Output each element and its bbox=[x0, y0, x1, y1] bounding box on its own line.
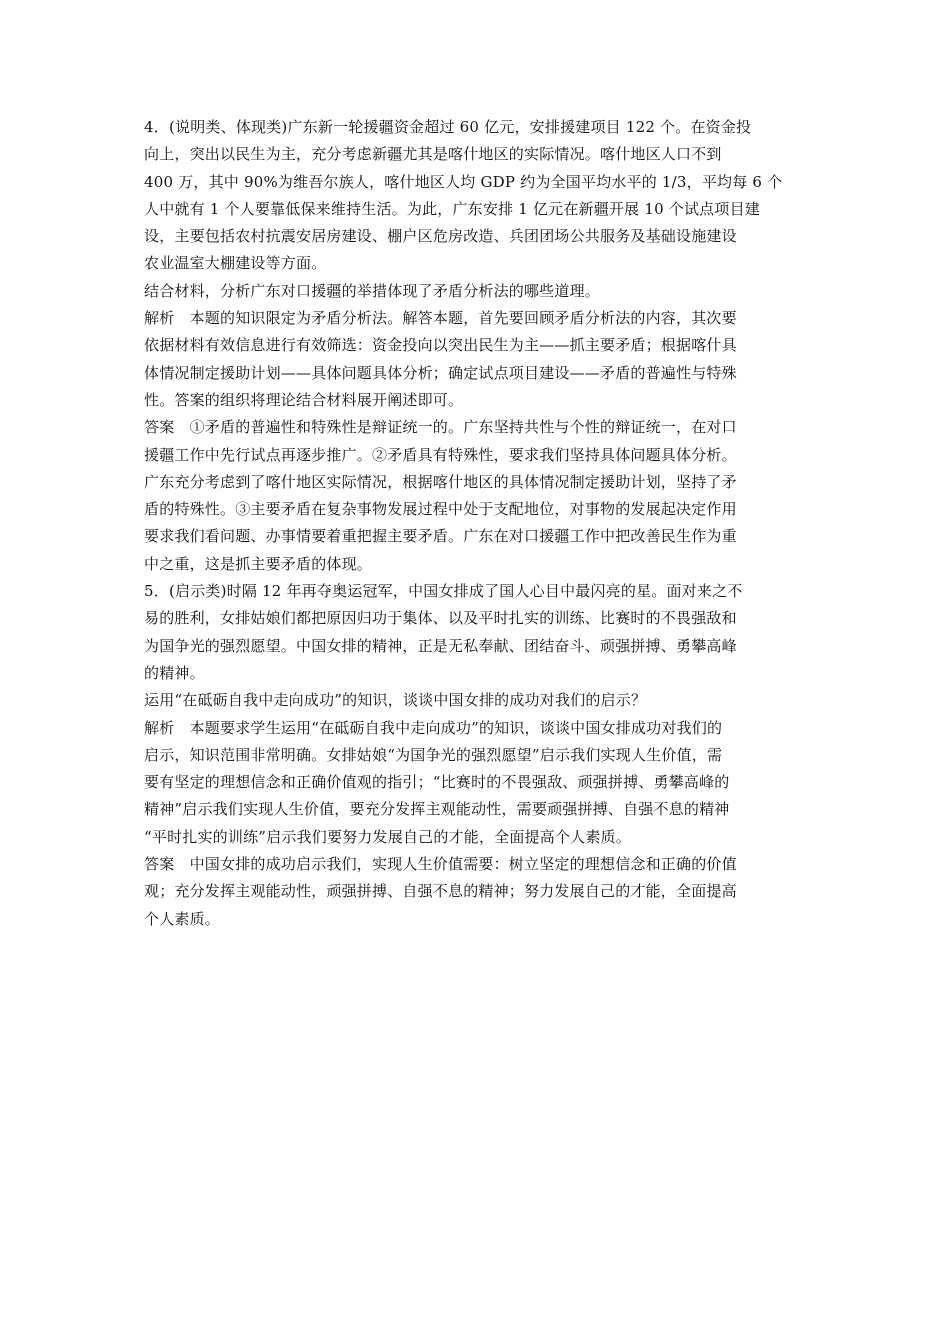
text-line: 农业温室大棚建设等方面。 bbox=[144, 254, 327, 273]
text-line: 易的胜利，女排姑娘们都把原因归功于集体、以及平时扎实的训练、比赛时的不畏强敌和 bbox=[144, 609, 737, 628]
text-line: 精神”启示我们实现人生价值，要充分发挥主观能动性，需要顽强拼搏、自强不息的精神 bbox=[144, 800, 730, 819]
text-line: 人中就有 1 个人要靠低保来维持生活。为此，广东安排 1 亿元在新疆开展 10 个试点项目建 bbox=[144, 199, 760, 218]
text-line: 要求我们看问题、办事情要着重把握主要矛盾。广东在对口援疆工作中把改善民生作为重 bbox=[144, 527, 737, 546]
text-line: 结合材料，分析广东对口援疆的举措体现了矛盾分析法的哪些道理。 bbox=[144, 281, 601, 300]
question-5-answer bbox=[144, 851, 808, 933]
text-line: 中之重，这是抓主要矛盾的体现。 bbox=[144, 554, 373, 573]
text-line: 观；充分发挥主观能动性，顽强拼搏、自强不息的精神；努力发展自己的才能，全面提高 bbox=[144, 882, 737, 901]
text-line: 启示，知识范围非常明确。女排姑娘“为国争光的强烈愿望”启示我们实现人生价值，需 bbox=[144, 745, 723, 764]
text-line: 4．(说明类、体现类)广东新一轮援疆资金超过 60 亿元，安排援建项目 122 个。在资金投 bbox=[144, 118, 752, 136]
text-line: 400 万，其中 90%为维吾尔族人，喀什地区人均 GDP 约为全国平均水平的 1/3，平均每 6 个 bbox=[144, 172, 783, 191]
text-line: 性。答案的组织将理论结合材料展开阐述即可。 bbox=[144, 390, 464, 409]
text-line: 答案 ①矛盾的普遍性和特殊性是辩证统一的。广东坚持共性与个性的辩证统一，在对口 bbox=[144, 418, 737, 437]
text-line: 个人素质。 bbox=[144, 909, 221, 928]
text-line: 依据材料有效信息进行有效筛选：资金投向以突出民生为主——抓主要矛盾；根据喀什具 bbox=[144, 336, 737, 355]
text-line: 5．(启示类)时隔 12 年再夺奥运冠军，中国女排成了国人心目中最闪亮的星。面对来之不 bbox=[144, 582, 743, 601]
text-line: 答案 中国女排的成功启示我们，实现人生价值需要：树立坚定的理想信念和正确的价值 bbox=[144, 855, 737, 874]
question-4-prompt bbox=[144, 114, 808, 305]
question-4 bbox=[144, 114, 808, 578]
text-line: 为国争光的强烈愿望。中国女排的精神，正是无私奉献、团结奋斗、顽强拼搏、勇攀高峰 bbox=[144, 636, 737, 655]
question-5-analysis bbox=[144, 715, 808, 851]
text-line: 解析 本题的知识限定为矛盾分析法。解答本题，首先要回顾矛盾分析法的内容，其次要 bbox=[144, 309, 737, 328]
text-line: 盾的特殊性。③主要矛盾在复杂事物发展过程中处于支配地位，对事物的发展起决定作用 bbox=[144, 500, 737, 519]
document-page bbox=[144, 114, 808, 933]
text-line: “平时扎实的训练”启示我们要努力发展自己的才能，全面提高个人素质。 bbox=[144, 827, 631, 846]
text-line: 援疆工作中先行试点再逐步推广。②矛盾具有特殊性，要求我们坚持具体问题具体分析。 bbox=[144, 445, 737, 464]
text-line: 设，主要包括农村抗震安居房建设、棚户区危房改造、兵团团场公共服务及基础设施建设 bbox=[144, 227, 737, 246]
text-line: 向上，突出以民生为主，充分考虑新疆尤其是喀什地区的实际情况。喀什地区人口不到 bbox=[144, 145, 722, 164]
text-line: 解析 本题要求学生运用“在砥砺自我中走向成功”的知识，谈谈中国女排成功对我们的 bbox=[144, 718, 723, 737]
question-5-prompt bbox=[144, 578, 808, 714]
text-line: 要有坚定的理想信念和正确价值观的指引；“比赛时的不畏强敌、顽强拼搏、勇攀高峰的 bbox=[144, 773, 730, 792]
text-line: 体情况制定援助计划——具体问题具体分析；确定试点项目建设——矛盾的普遍性与特殊 bbox=[144, 363, 737, 382]
question-4-analysis bbox=[144, 305, 808, 414]
question-5 bbox=[144, 578, 808, 933]
text-line: 的精神。 bbox=[144, 663, 205, 682]
text-line: 运用“在砥砺自我中走向成功”的知识，谈谈中国女排的成功对我们的启示？ bbox=[144, 691, 647, 710]
question-4-answer bbox=[144, 414, 808, 578]
text-line: 广东充分考虑到了喀什地区实际情况，根据喀什地区的具体情况制定援助计划，坚持了矛 bbox=[144, 472, 737, 491]
